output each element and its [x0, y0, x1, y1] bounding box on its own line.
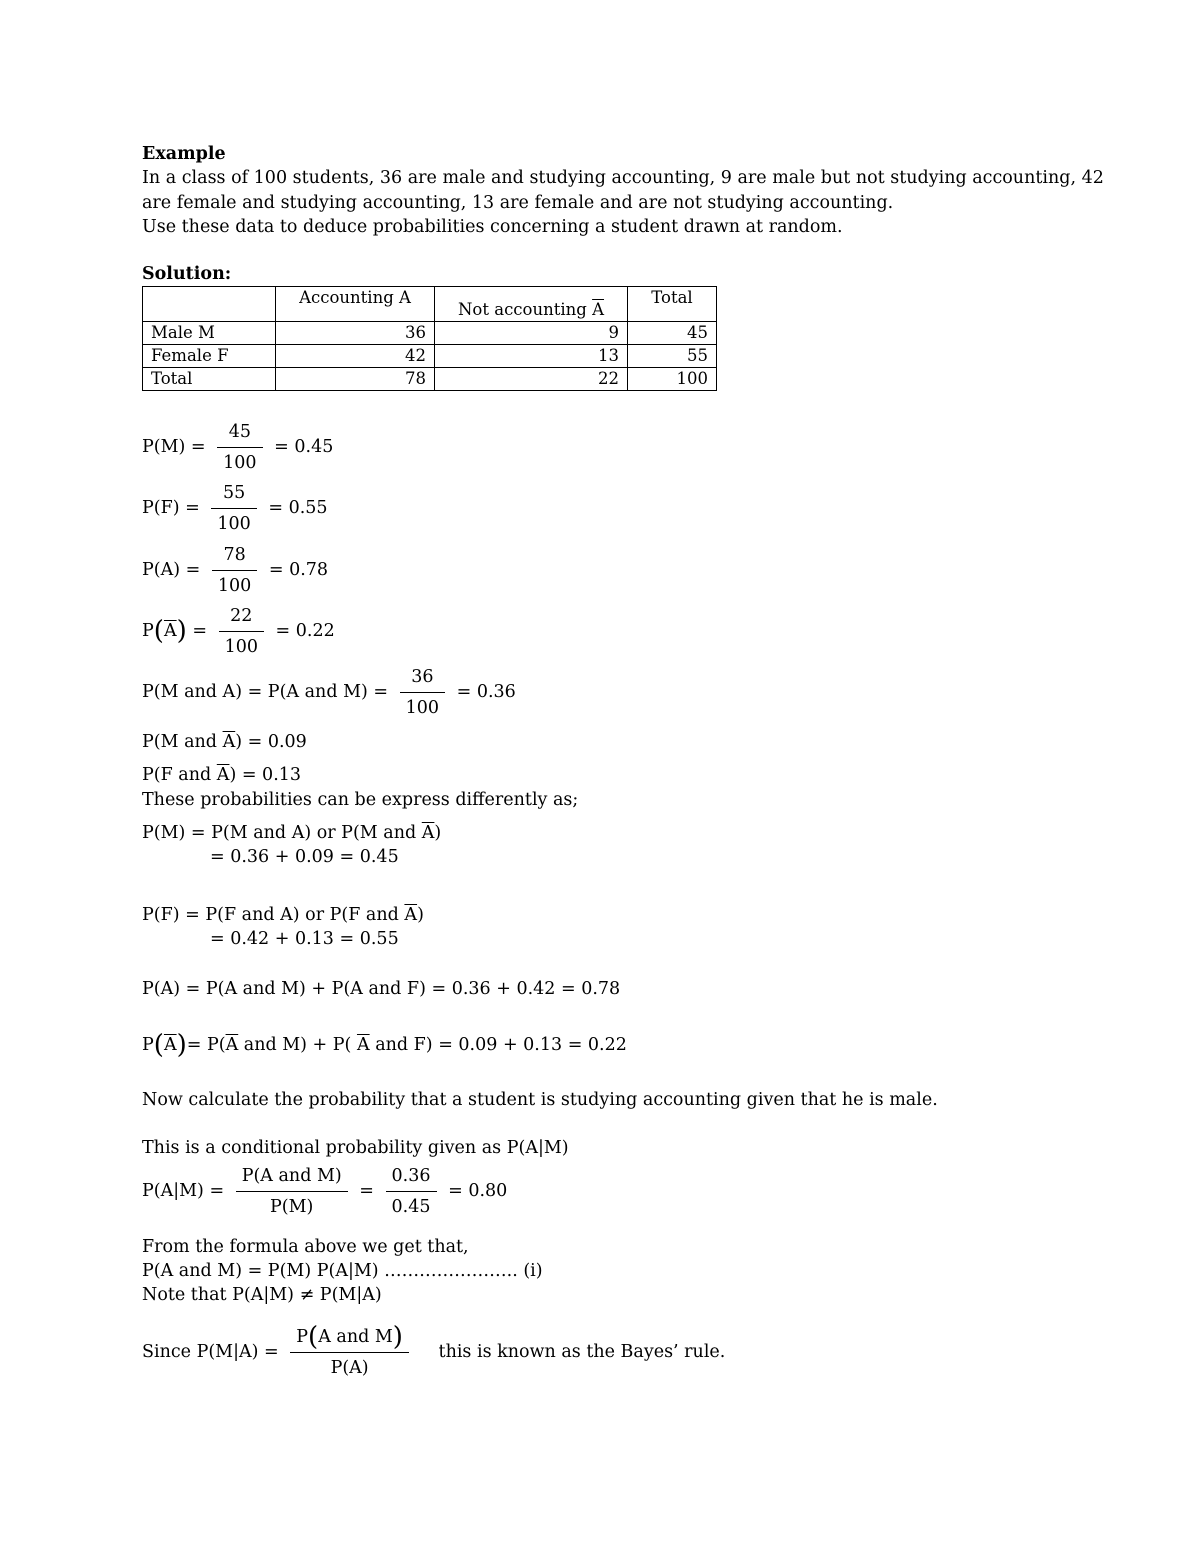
- intro-line-3: Use these data to deduce probabilities concerning a student drawn at random.: [142, 217, 843, 237]
- fraction: [212, 540, 257, 601]
- eq-pmnota: [142, 730, 307, 754]
- header-total: Total: [628, 287, 717, 322]
- eq-lhs: P(F) =: [142, 498, 200, 518]
- header-abar: $\overline{A}$: [592, 300, 605, 319]
- eq-pa2: P(A) = P(A and M) + P(A and F) = 0.36 + 0.42 = 0.78: [142, 979, 621, 999]
- eq-lhs: Since P(M|A) =: [142, 1342, 279, 1362]
- eq-pam: [142, 1161, 507, 1222]
- fraction: [386, 1161, 437, 1222]
- numerator: 45: [217, 417, 262, 448]
- note-text: Note that P(A|M) ≠ P(M|A): [142, 1285, 382, 1305]
- eq-pa: [142, 540, 328, 601]
- eq-pm2-line2: = 0.36 + 0.09 = 0.45: [210, 847, 399, 867]
- cell-value: 78: [276, 368, 435, 391]
- eq-post: ) = 0.09: [235, 732, 307, 752]
- eq-rhs: = 0.55: [268, 498, 328, 518]
- left-paren: (: [153, 1030, 164, 1060]
- row-label: Total: [143, 368, 276, 391]
- equals: =: [192, 621, 207, 641]
- from-formula-text: From the formula above we get that,: [142, 1237, 469, 1257]
- eq-mid: and M) + P(: [243, 1035, 352, 1055]
- eq-pf2: [142, 903, 424, 927]
- fraction: [236, 1161, 348, 1222]
- abar: $\overline{A}$: [225, 1035, 239, 1055]
- denominator: P(A): [330, 1358, 369, 1378]
- denominator: 100: [217, 576, 252, 596]
- fraction: [219, 601, 264, 662]
- eq-pm2: [142, 821, 441, 845]
- bayes-rule-text: this is known as the Bayes’ rule.: [438, 1342, 726, 1362]
- abar: $\overline{A}$: [356, 1035, 370, 1055]
- abar: $\overline{A}$: [163, 621, 177, 641]
- express-text: These probabilities can be express differently as;: [142, 790, 579, 810]
- numerator-inner: A and M: [318, 1327, 393, 1347]
- eq-lhs: P(M and A) = P(A and M) =: [142, 682, 389, 702]
- cell-value: 36: [276, 322, 435, 345]
- table-row: [143, 345, 717, 368]
- cell-value: 22: [435, 368, 628, 391]
- eq-rhs: = 0.45: [274, 437, 334, 457]
- eq-pre: P(M and: [142, 732, 217, 752]
- numerator: 0.36: [386, 1161, 437, 1192]
- table-row: [143, 368, 717, 391]
- conditional-text: This is a conditional probability given as P(A|M): [142, 1138, 569, 1158]
- eq-post: ) = 0.13: [229, 765, 302, 785]
- intro-line-2: are female and studying accounting, 13 are female and are not studying accounting.: [142, 193, 894, 213]
- denominator: P(M): [270, 1197, 314, 1217]
- numerator: 55: [211, 478, 256, 509]
- numerator: P(A and M): [290, 1322, 409, 1353]
- intro-line-1: In a class of 100 students, 36 are male and studying accounting, 9 are male but not studying accounting, 42: [142, 168, 1104, 188]
- table-header-row: [143, 287, 717, 322]
- denominator: 100: [217, 514, 251, 534]
- right-paren: ): [176, 1030, 187, 1060]
- row-label: Female F: [143, 345, 276, 368]
- table-row: [143, 322, 717, 345]
- numerator: P(A and M): [236, 1161, 348, 1192]
- fraction: [211, 478, 256, 539]
- cell-value: 9: [435, 322, 628, 345]
- formula-i: P(A and M) = P(M) P(A|M) ………………….. (i): [142, 1261, 543, 1281]
- cell-value: 13: [435, 345, 628, 368]
- abar: $\overline{A}$: [216, 765, 230, 785]
- eq-pf: [142, 478, 328, 539]
- abar: $\overline{A}$: [163, 1035, 177, 1055]
- eq-pma: [142, 662, 516, 723]
- header-accounting: Accounting A: [276, 287, 435, 322]
- abar: $\overline{A}$: [404, 905, 418, 925]
- numerator: 36: [400, 662, 445, 693]
- abar: $\overline{A}$: [222, 732, 236, 752]
- eq-post: and F) = 0.09 + 0.13 = 0.22: [375, 1035, 627, 1055]
- denominator: 0.45: [391, 1197, 431, 1217]
- left-paren: (: [308, 1322, 319, 1352]
- numerator: 78: [212, 540, 257, 571]
- eq-mid: = P(: [186, 1035, 226, 1055]
- header-not-accounting: [435, 287, 628, 322]
- denominator: 100: [405, 698, 440, 718]
- denominator: 100: [223, 453, 257, 473]
- eq-lhs: P(A) =: [142, 560, 201, 580]
- eq-rhs: = 0.80: [448, 1181, 508, 1201]
- right-paren: ): [392, 1322, 403, 1352]
- fraction: [290, 1322, 409, 1383]
- denominator: 100: [224, 637, 258, 657]
- eq-post: ): [417, 905, 424, 925]
- eq-pre: P(F and: [142, 765, 212, 785]
- eq-lhs: P(A|M) =: [142, 1181, 225, 1201]
- eq-post: ): [434, 823, 442, 843]
- example-heading: Example: [142, 144, 226, 164]
- numerator: 22: [219, 601, 264, 632]
- eq-rhs: = 0.22: [275, 621, 335, 641]
- eq-rhs: = 0.36: [456, 682, 516, 702]
- fraction: [400, 662, 445, 723]
- abar: $\overline{A}$: [421, 823, 435, 843]
- eq-rhs: = 0.78: [268, 560, 329, 580]
- eq-pf2-line2: = 0.42 + 0.13 = 0.55: [210, 929, 399, 949]
- cell-value: 55: [628, 345, 717, 368]
- eq-pre: P(F) = P(F and A) or P(F and: [142, 905, 399, 925]
- eq-pre: P(M) = P(M and A) or P(M and: [142, 823, 417, 843]
- contingency-table: [142, 286, 717, 391]
- solution-label: Solution:: [142, 264, 232, 284]
- header-empty: [143, 287, 276, 322]
- header-not-accounting-label: Not accounting: [457, 300, 587, 319]
- fraction: [217, 417, 262, 478]
- eq-bayes: [142, 1322, 725, 1383]
- left-paren: (: [153, 616, 164, 646]
- eq-pnota: [142, 601, 335, 662]
- row-label: Male M: [143, 322, 276, 345]
- now-calc-text: Now calculate the probability that a student is studying accounting given that he is male.: [142, 1090, 938, 1110]
- cell-value: 45: [628, 322, 717, 345]
- right-paren: ): [176, 616, 187, 646]
- eq-pfnota: [142, 763, 301, 787]
- eq-lhs: P(M) =: [142, 437, 206, 457]
- p-symbol: P: [142, 621, 154, 641]
- cell-value: 100: [628, 368, 717, 391]
- eq-pm: [142, 417, 333, 478]
- cell-value: 42: [276, 345, 435, 368]
- eq-pnota2: [142, 1030, 627, 1060]
- equals: =: [359, 1181, 374, 1201]
- p-symbol: P: [142, 1035, 154, 1055]
